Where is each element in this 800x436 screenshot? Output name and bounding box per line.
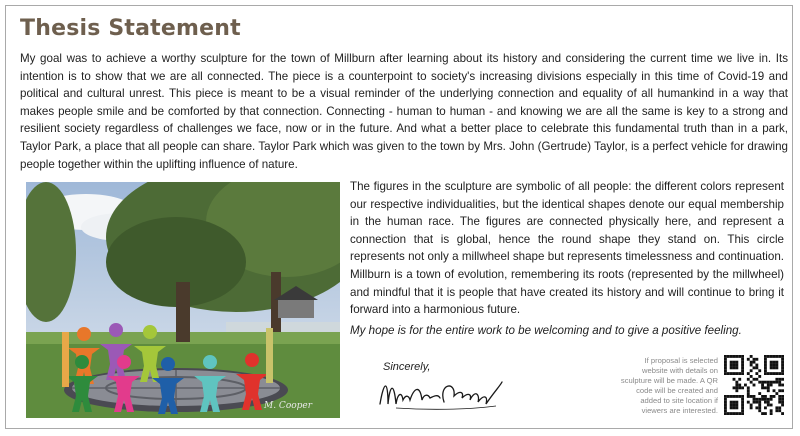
sculpture-illustration (26, 182, 340, 418)
pole (266, 328, 273, 383)
qr-note: If proposal is selected website with details on sculpture will be made. A QR code will be created and added to site location if viewers are interested. (620, 356, 718, 415)
page-title: Thesis Statement (20, 16, 241, 41)
intro-paragraph: My goal was to achieve a worthy sculpture for the town of Millburn after learning about its history and considering the current time we live in. Its intention is to show that we are all connected. The piece is a counterpoint to society's increasing divisions especially in this time of Covid-19 and political and cultural unrest. This piece is meant to be a visual reminder of the underlying connection and equality of all humankind in a way that makes people smile and be comforted by that connection. Connecting - human to human - and knowing we are all the same is key to a strong and resilient society regardless of challenges we face, now or in the future. And what a better place to celebrate this fundamental truth than in a park, Taylor Park, a place that all people can share. Taylor Park which was given to the town by Mrs. John (Gertrude) Taylor, is a perfect vehicle for drawing people together within the uplifting influence of nature. (20, 52, 788, 171)
thesis-panel (5, 5, 793, 429)
tree-trunk (176, 282, 190, 342)
handwritten-signature (376, 374, 506, 414)
closing-text: Sincerely, (383, 361, 431, 373)
hope-statement: My hope is for the entire work to be welcoming and to give a positive feeling. (350, 324, 742, 337)
pole (62, 332, 69, 387)
qr-code[interactable] (724, 355, 784, 415)
pavilion (278, 300, 314, 318)
photo-signature: M. Cooper (264, 401, 313, 411)
sculpture-photo (26, 182, 340, 418)
symbolism-paragraph: The figures in the sculpture are symbolic of all people: the different colors represent our respective individualities, but the identical shapes denote our equal membership in the human race. The figures are connected physically here, and represent a connection that is global, hence the round shape they stand on. This circle represents not only a millwheel shape but represents timelessness and continuation. Millburn is a town of evolution, remembering its roots (represented by the millwheel) and mindful that it is people that have created its history and will continue to bring it forward into a harmonious future. (350, 180, 784, 317)
